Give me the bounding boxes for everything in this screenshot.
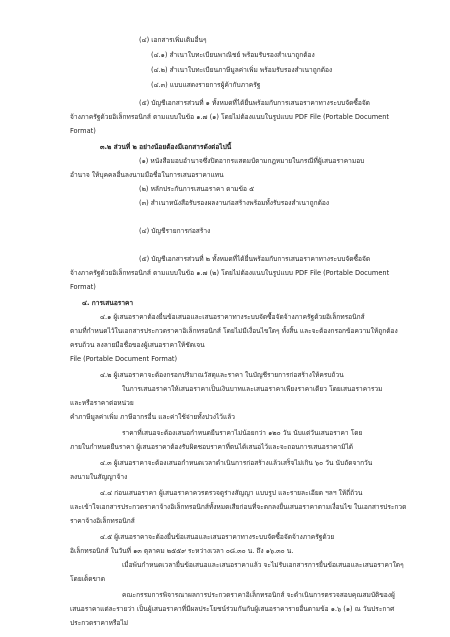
clause-4-5-committee-cont-2: ประกวดราคาหรือไม่ [70, 619, 129, 627]
clause-4-1-cont-3: File (Portable Document Format) [70, 355, 178, 363]
section-3-2-heading: ๓.๒ ส่วนที่ ๒ อย่างน้อยต้องมีเอกสารดังต่อไปนี้ [100, 143, 232, 151]
clause-4-2-cont-3: คำภาษีมูลค่าเพิ่ม ภาษีอากรอื่น และค่าใช้จ่ายทั้งปวงไว้แล้ว [70, 413, 235, 421]
clause-4-4-cont-2: ราคาจ้างอิเล็กทรอนิกส์ [70, 517, 135, 525]
item-4-3-vendor-form: (๔.๓) แบบแสดงรายการผู้ค้ากับภาครัฐ [151, 81, 261, 89]
clause-4-1-cont-2: ครบถ้วน ลงลายมือชื่อของผู้เสนอราคาให้ชัดเจน [70, 341, 205, 349]
item-5-part1-list-cont: จ้างภาครัฐด้วยอิเล็กทรอนิกส์ ตามแบบในข้อ ๑.๗ (๑) โดยไม่ต้องแนบในรูปแบบ PDF File (Portable Document [70, 113, 390, 121]
part2-item-4: (๔) บัญชีรายการก่อสร้าง [139, 227, 211, 235]
section-4-heading: ๔. การเสนอราคา [82, 299, 134, 307]
clause-4-2-validity: ราคาที่เสนอจะต้องเสนอกำหนดยืนราคาไม่น้อยกว่า ๑๒๐ วัน นับแต่วันเสนอราคา โดย [122, 429, 363, 437]
clause-4-5-committee: คณะกรรมการพิจารณาผลการประกวดราคาอิเล็กทรอนิกส์ จะดำเนินการตรวจสอบคุณสมบัติของผู้ [122, 591, 395, 599]
part2-item-1: (๑) หนังสือมอบอำนาจซึ่งปิดอากรแสตมป์ตามกฎหมายในกรณีที่ผู้เสนอราคามอบ [139, 157, 365, 165]
item-4-2-vat-registration: (๔.๒) สำเนาใบทะเบียนภาษีมูลค่าเพิ่ม พร้อมรับรองสำเนาถูกต้อง [151, 66, 333, 74]
clause-4-3-cont: ลงนามในสัญญาจ้าง [70, 473, 128, 481]
clause-4-2-cont-1: ในการเสนอราคาให้เสนอราคาเป็นเงินบาทและเสนอราคาเพียงราคาเดียว โดยเสนอราคารวม [122, 385, 383, 393]
part2-item-5: (๕) บัญชีเอกสารส่วนที่ ๒ ทั้งหมดที่ได้ยื่นพร้อมกับการเสนอราคาทางระบบจัดซื้อจัด [139, 255, 371, 263]
clause-4-2-validity-cont: ภายในกำหนดยืนราคา ผู้เสนอราคาต้องรับผิดชอบราคาที่ตนได้เสนอไว้และจะถอนการเสนอราคามิได้ [70, 443, 354, 451]
clause-4-2: ๔.๒ ผู้เสนอราคาจะต้องกรอกปริมาณวัสดุและราคา ในบัญชีรายการก่อสร้างให้ครบถ้วน [100, 371, 344, 379]
part2-item-5-format: Format) [70, 283, 96, 291]
clause-4-5-deadline: เมื่อพ้นกำหนดเวลายื่นข้อเสนอและเสนอราคาแล้ว จะไม่รับเอกสารการยื่นข้อเสนอและเสนอราคาใดๆ [122, 561, 404, 569]
clause-4-5: ๔.๕ ผู้เสนอราคาจะต้องยื่นข้อเสนอและเสนอราคาทางระบบจัดซื้อจัดจ้างภาครัฐด้วย [100, 533, 335, 541]
part2-item-5-cont: จ้างภาครัฐด้วยอิเล็กทรอนิกส์ ตามแบบในข้อ ๑.๗ (๒) โดยไม่ต้องแนบในรูปแบบ PDF File (Portable Document [70, 269, 390, 277]
clause-4-4-cont-1: และเข้าใจเอกสารประกวดราคาจ้างอิเล็กทรอนิกส์ทั้งหมดเสียก่อนที่จะตกลงยื่นเสนอราคาตามเงื่อนไข ในเอกสารประกวด [70, 503, 407, 511]
item-4-1-commerce-registration: (๔.๑) สำเนาใบทะเบียนพาณิชย์ พร้อมรับรองสำเนาถูกต้อง [151, 51, 315, 59]
clause-4-5-committee-cont-1: เสนอราคาแต่ละรายว่า เป็นผู้เสนอราคาที่มีผลประโยชน์ร่วมกันกับผู้เสนอราคารายอื่นตามข้อ ๑.๖ (๑) ณ วันประกาศ [70, 605, 395, 613]
item-5-part1-list-format: Format) [70, 127, 96, 135]
item-5-part1-list: (๕) บัญชีเอกสารส่วนที่ ๑ ทั้งหมดที่ได้ยื่นพร้อมกับการเสนอราคาทางระบบจัดซื้อจัด [139, 99, 370, 107]
clause-4-1: ๔.๑ ผู้เสนอราคาต้องยื่นข้อเสนอและเสนอราคาทางระบบจัดซื้อจัดจ้างภาครัฐด้วยอิเล็กทรอนิกส์ [100, 313, 365, 321]
clause-4-5-cont: อิเล็กทรอนิกส์ ในวันที่ ๑๓ ตุลาคม ๒๕๕๙ ระหว่างเวลา ๐๘.๓๐ น. ถึง ๑๖.๓๐ น. [70, 547, 294, 555]
item-4-extra-docs: (๔) เอกสารเพิ่มเติมอื่นๆ [139, 36, 207, 44]
part2-item-2: (๒) หลักประกันการเสนอราคา ตามข้อ ๕ [139, 185, 255, 193]
part2-item-1-cont: อำนาจ ให้บุคคลอื่นลงนามมือชื่อในการเสนอราคาแทน [70, 171, 224, 179]
part2-item-3: (๓) สำเนาหนังสือรับรองผลงานก่อสร้างพร้อมทั้งรับรองสำเนาถูกต้อง [139, 199, 330, 207]
clause-4-5-deadline-cont: โดยเด็ดขาด [70, 575, 105, 583]
clause-4-3: ๔.๓ ผู้เสนอราคาจะต้องเสนอกำหนดเวลาดำเนินการก่อสร้างแล้วเสร็จไม่เกิน ๖๐ วัน นับถัดจากวัน [100, 459, 373, 467]
clause-4-1-cont-1: ตามที่กำหนดไว้ในเอกสารประกวดราคาอิเล็กทรอนิกส์ โดยไม่มีเงื่อนไขใดๆ ทั้งสิ้น และจะต้องกรอกข้อความให้ถูกต้อง [70, 327, 398, 335]
clause-4-4: ๔.๔ ก่อนเสนอราคา ผู้เสนอราคาควรตรวจดูร่างสัญญา แบบรูป และรายละเอียด ฯลฯ ให้ถี่ถ้วน [100, 489, 363, 497]
clause-4-2-cont-2: และหรือราคาต่อหน่วย [70, 399, 134, 407]
